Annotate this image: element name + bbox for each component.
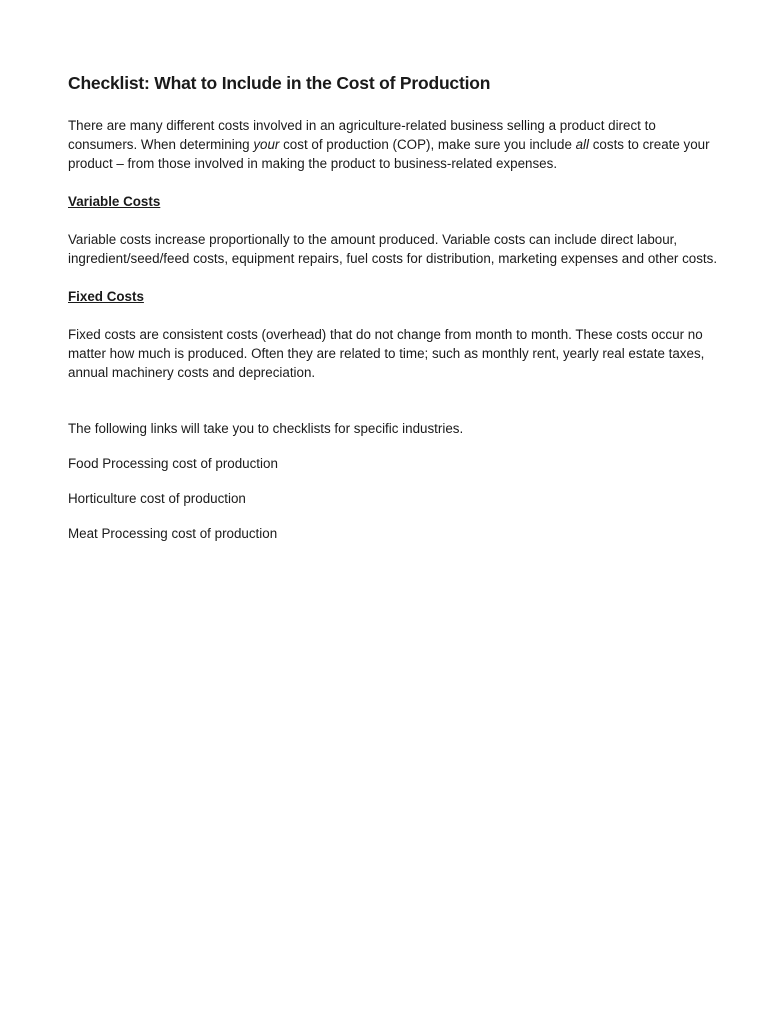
- link-food-processing[interactable]: Food Processing cost of production: [68, 456, 278, 471]
- intro-text-3: costs to create your product – from those involved in making the product to business-related expenses.: [68, 137, 710, 171]
- intro-emphasis-all: all: [575, 137, 590, 152]
- fixed-costs-paragraph: Fixed costs are consistent costs (overhead) that do not change from month to month. These costs occur no matter how much is produced. Often they are related to time; such as monthly rent, yearly real estate taxes, annual machinery costs and depreciation.: [68, 327, 705, 380]
- variable-costs-paragraph: Variable costs increase proportionally to the amount produced. Variable costs can include direct labour, ingredient/seed/feed costs, equipment repairs, fuel costs for distribution, marketing expenses and other costs.: [68, 232, 718, 266]
- link-meat-processing[interactable]: Meat Processing cost of production: [68, 526, 278, 541]
- intro-emphasis-your: your: [253, 137, 280, 152]
- intro-text-2: cost of production (COP), make sure you include: [279, 137, 576, 152]
- fixed-costs-heading: Fixed Costs: [68, 289, 144, 304]
- page-title: Checklist: What to Include in the Cost of Production: [68, 73, 491, 93]
- document-page: [68, 70, 718, 543]
- intro-paragraph: [68, 116, 718, 173]
- link-horticulture[interactable]: Horticulture cost of production: [68, 491, 246, 506]
- intro-text-1: There are many different costs involved in an agriculture-related business selling a product direct to consumers. When determining: [68, 118, 656, 152]
- links-intro-text: The following links will take you to checklists for specific industries.: [68, 421, 464, 436]
- variable-costs-heading: Variable Costs: [68, 194, 161, 209]
